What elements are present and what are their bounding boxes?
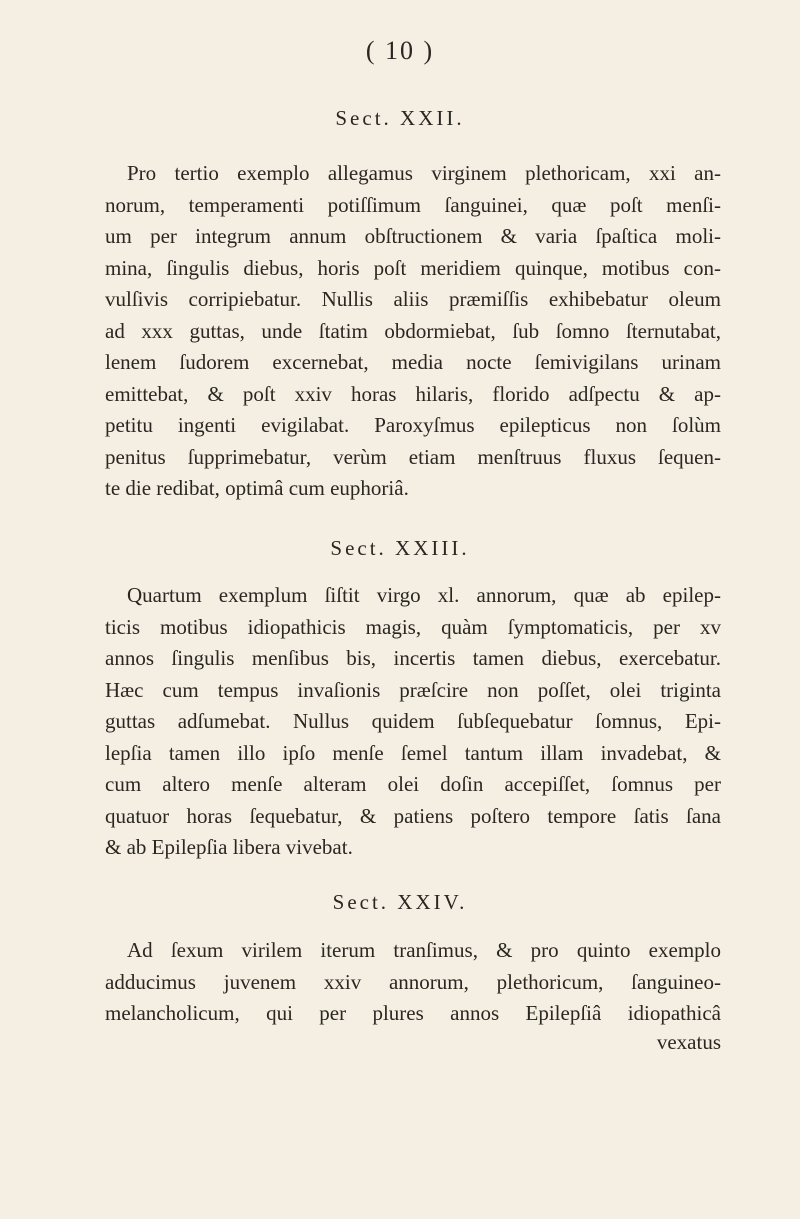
text-line: mina, ſingulis diebus, horis poſt meridiem quinque, motibus con- (105, 255, 721, 280)
text-line: penitus ſupprimebatur, verùm etiam menſtruus fluxus ſequen- (105, 444, 721, 469)
section-text-xxii (105, 158, 721, 505)
text-line: petitu ingenti evigilabat. Paroxyſmus epilepticus non ſolùm (105, 413, 721, 437)
text-line: Pro tertio exemplo allegamus virginem plethoricam, xxi an- (127, 161, 721, 185)
text-line: vulſivis corripiebatur. Nullis aliis præmiſſis exhibebatur oleum (105, 287, 721, 311)
text-line: lenem ſudorem excernebat, media nocte ſemivigilans urinam (105, 350, 721, 374)
text-line: emittebat, & poſt xxiv horas hilaris, florido adſpectu & ap- (105, 381, 721, 406)
text-line: lepſia tamen illo ipſo menſe ſemel tantum illam invadebat, & (105, 740, 721, 765)
text-line: Quartum exemplum ſiſtit virgo xl. annorum, quæ ab epilep- (127, 583, 721, 607)
text-line: um per integrum annum obſtructionem & varia ſpaſtica moli- (105, 224, 721, 248)
text-line: annos ſingulis menſibus bis, incertis tamen diebus, exercebatur. (105, 646, 721, 670)
section-text-xxiii (105, 580, 721, 864)
text-line: guttas adſumebat. Nullus quidem ſubſequebatur ſomnus, Epi- (105, 709, 721, 733)
section-text-xxiv (105, 935, 721, 1030)
page-number: ( 10 ) (365, 36, 435, 65)
text-line: adducimus juvenem xxiv annorum, plethoricum, ſanguineo- (105, 969, 721, 994)
text-line: te die redibat, optimâ cum euphoriâ. (105, 476, 409, 500)
section-heading-xxii: Sect. XXII. (335, 106, 465, 130)
text-line: cum altero menſe alteram olei doſin accepiſſet, ſomnus per (105, 772, 721, 796)
text-line: norum, temperamenti potiſſimum ſanguinei, quæ poſt menſi- (105, 192, 721, 217)
section-heading-xxiii: Sect. XXIII. (330, 536, 470, 560)
catchword: vexatus (656, 1030, 721, 1054)
text-line: melancholicum, qui per plures annos Epilepſiâ idiopathicâ (105, 1001, 721, 1025)
text-line: Hæc cum tempus invaſionis præſcire non poſſet, olei triginta (105, 677, 721, 702)
text-line: ad xxx guttas, unde ſtatim obdormiebat, ſub ſomno ſternutabat, (105, 318, 721, 343)
text-line: ticis motibus idiopathicis magis, quàm ſymptomaticis, per xv (105, 614, 721, 639)
text-line: & ab Epilepſia libera vivebat. (105, 835, 353, 859)
section-heading-xxiv: Sect. XXIV. (332, 890, 468, 914)
text-line: quatuor horas ſequebatur, & patiens poſtero tempore ſatis ſana (105, 803, 721, 828)
text-line: Ad ſexum virilem iterum tranſimus, & pro quinto exemplo (127, 938, 721, 962)
